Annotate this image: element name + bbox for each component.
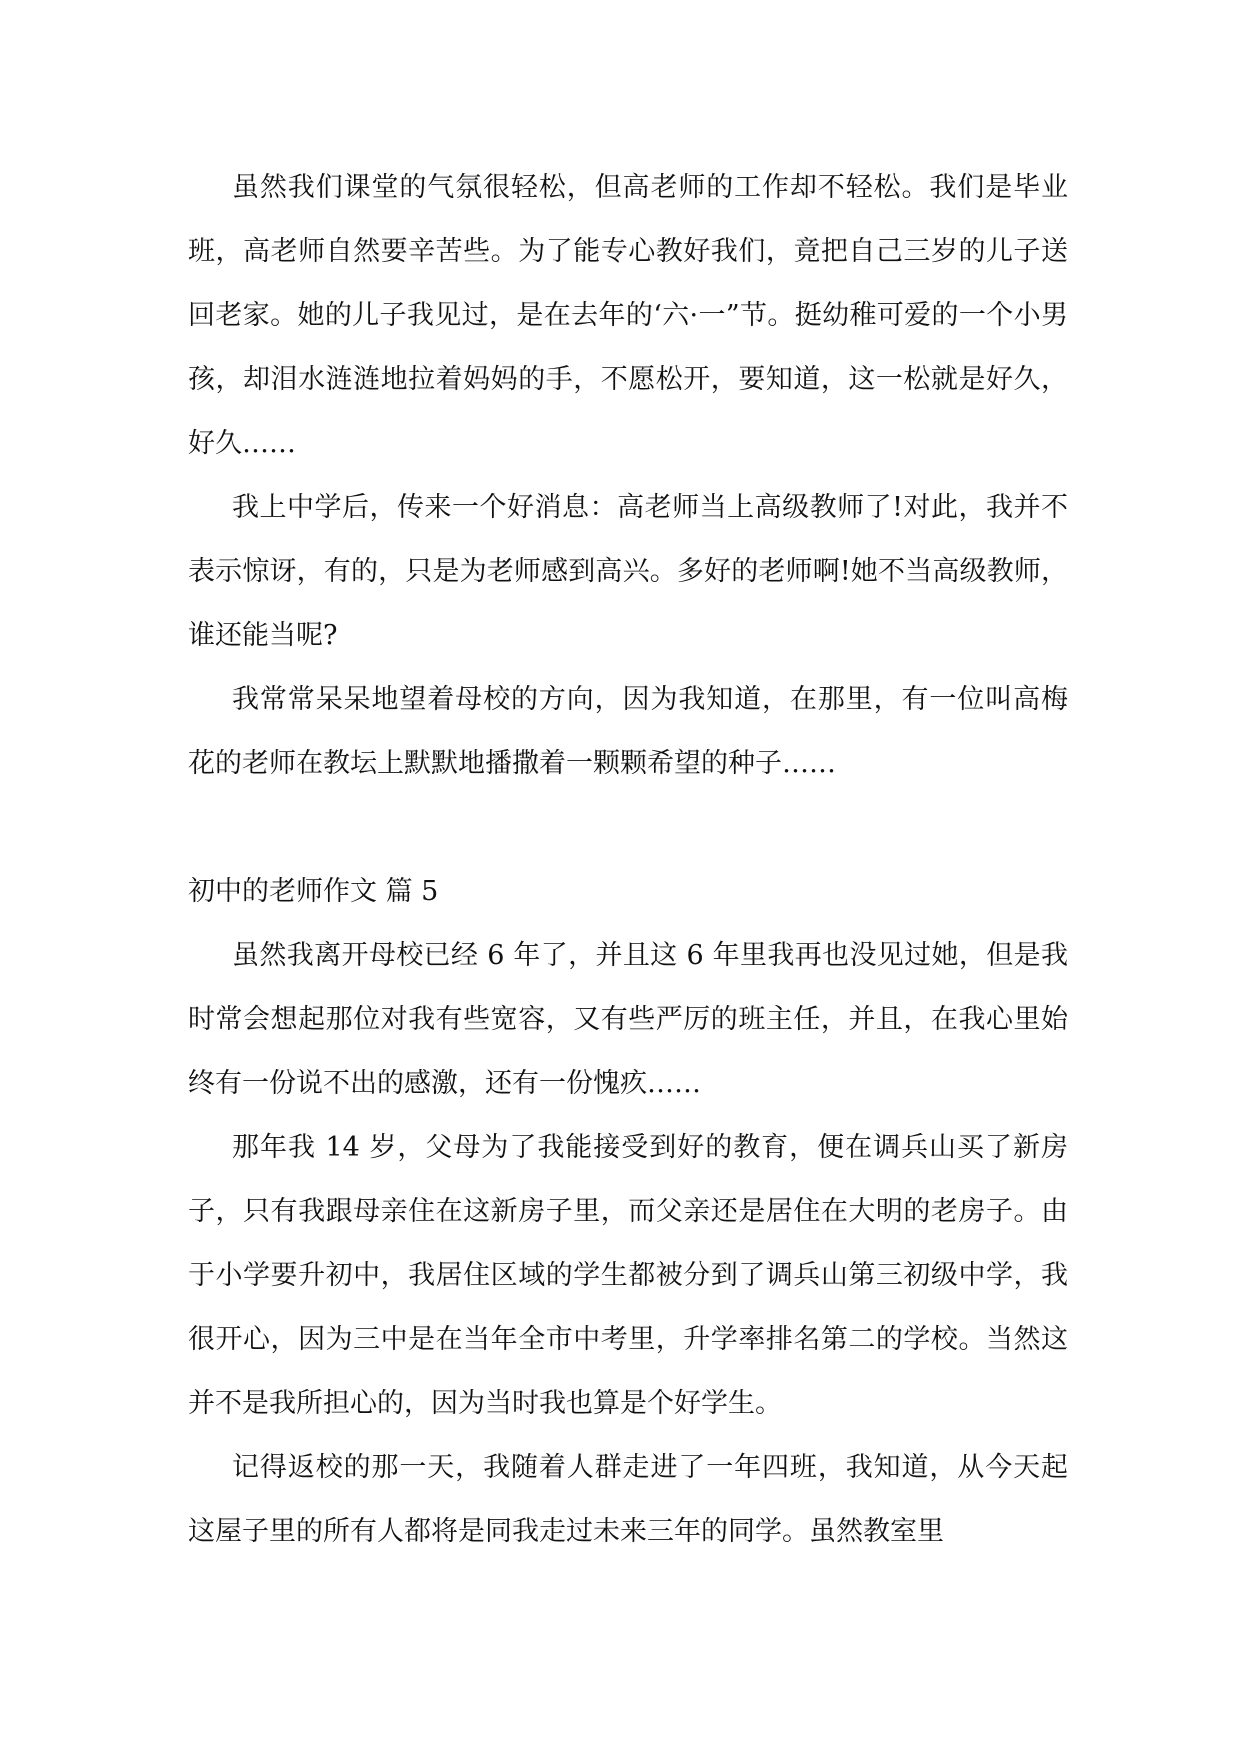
- paragraph: 那年我 14 岁，父母为了我能接受到好的教育，便在调兵山买了新房子，只有我跟母亲住在这新房子里，而父亲还是居住在大明的老房子。由于小学要升初中，我居住区域的学生都被分到了调兵山第三初级中学，我很开心，因为三中是在当年全市中考里，升学率排名第二的学校。当然这并不是我所担心的，因为当时我也算是个好学生。: [188, 1132, 1068, 1419]
- paragraph: 虽然我们课堂的气氛很轻松，但高老师的工作却不轻松。我们是毕业班，高老师自然要辛苦些。为了能专心教好我们，竟把自己三岁的儿子送回老家。她的儿子我见过，是在去年的‘六·一”节。挺幼稚可爱的一个小男孩，却泪水涟涟地拉着妈妈的手，不愿松开，要知道，这一松就是好久，好久……: [188, 172, 1068, 459]
- section-heading: 初中的老师作文 篇 5: [188, 876, 439, 907]
- paragraph: 记得返校的那一天，我随着人群走进了一年四班，我知道，从今天起这屋子里的所有人都将是同我走过未来三年的同学。虽然教室里: [188, 1452, 1068, 1547]
- paragraph: 我常常呆呆地望着母校的方向，因为我知道，在那里，有一位叫高梅花的老师在教坛上默默地播撒着一颗颗希望的种子……: [188, 684, 1068, 779]
- paragraph: 虽然我离开母校已经 6 年了，并且这 6 年里我再也没见过她，但是我时常会想起那位对我有些宽容，又有些严厉的班主任，并且，在我心里始终有一份说不出的感激，还有一份愧疚……: [188, 940, 1068, 1099]
- document-body: [188, 156, 1068, 1564]
- paragraph: 我上中学后，传来一个好消息：高老师当上高级教师了!对此，我并不表示惊讶，有的，只是为老师感到高兴。多好的老师啊!她不当高级教师，谁还能当呢?: [188, 492, 1068, 651]
